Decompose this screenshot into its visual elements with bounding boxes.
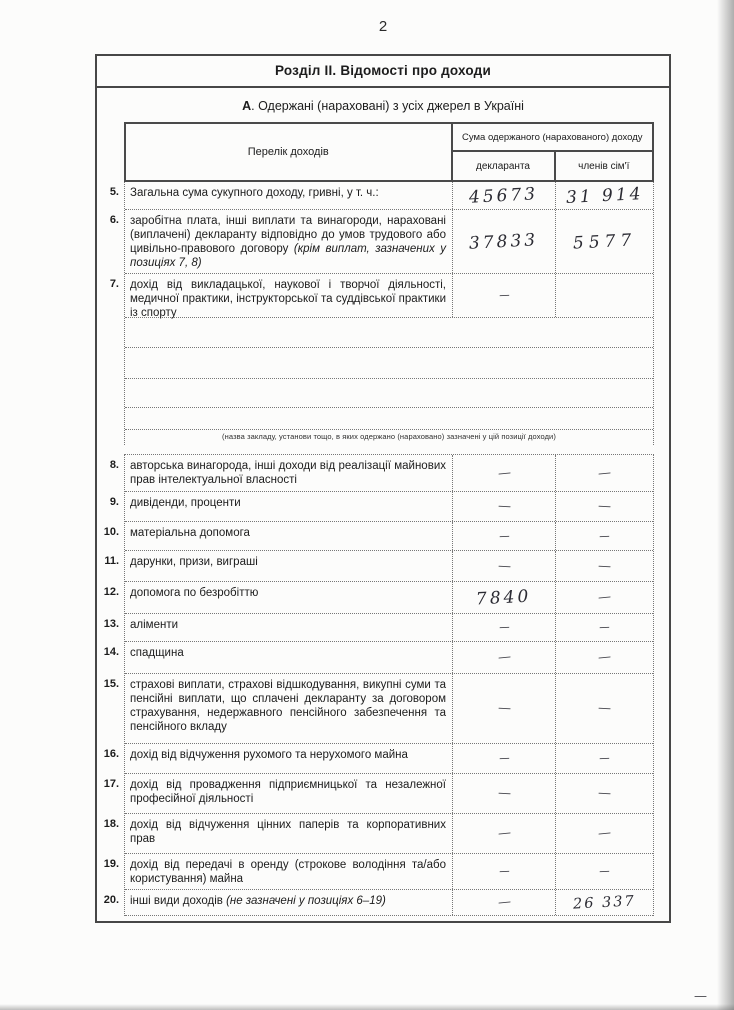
section-title: Розділ II. Відомості про доходи [97,56,669,88]
column-header-declarant: декларанта [453,152,556,180]
family-cell [556,551,653,581]
row-7 [109,274,653,319]
family-cell [556,890,653,915]
subsection-text: . Одержані (нараховані) з усіх джерел в Україні [251,99,524,113]
dash-mark: — [497,558,511,574]
income-type-label: матеріальна допомога [125,522,453,550]
row-number: 16. [103,748,119,760]
family-cell [556,182,653,209]
row-20 [103,890,653,916]
income-type-label: дохід від відчуження цінних паперів та корпоративних прав [125,814,453,853]
dash-mark: — [599,528,610,544]
row-8 [109,455,653,492]
scan-edge-shadow-bottom [0,1004,734,1010]
declarant-cell [453,551,556,581]
row-15 [103,674,653,744]
income-type-label: авторська винагорода, інші доходи від реалізації майнових прав інтелектуальної власності [125,455,453,491]
subsection-heading [97,99,669,114]
dash-mark: — [597,700,612,717]
dash-mark: — [498,750,510,767]
row-17 [103,774,653,814]
row-number: 18. [103,818,119,830]
dash-mark: — [498,528,510,544]
family-cell [556,455,653,491]
dash-mark: — [496,649,512,666]
income-type-label: допомога по безробіттю [125,582,453,613]
row-14 [103,642,653,674]
income-type-label: заробітна плата, інші виплати та винагороди, нараховані (виплачені) декларанту відповідно до умов трудового або цивільно-правового договору (крім виплат, зазначених у позиціях 7, 8) [125,210,453,273]
row-number: 11. [104,555,119,567]
blank-source-line [125,379,653,408]
dash-mark: — [694,989,707,1004]
declarant-cell [453,814,556,853]
declarant-cell [453,890,556,915]
page-number: 2 [378,18,388,35]
declarant-cell [453,455,556,491]
row-number: 8. [109,459,119,471]
handwritten-amount: 26 337 [572,892,637,913]
declarant-cell [453,492,556,521]
income-type-label: страхові виплати, страхові відшкодування, викупні суми та пенсійні виплати, що сплачені декларанту за договором страхування, недержавного пенсійного забезпечення та пенсійного вкладу [125,674,453,743]
source-footnote: (назва закладу, установи тощо, в яких одержано (нараховано) зазначені у цій позиції доходи) [222,432,556,441]
declarant-cell [453,614,556,641]
row-number: 14. [103,646,119,658]
sum-subheaders [453,152,652,180]
declarant-cell [453,674,556,743]
family-cell [556,614,653,641]
column-header-family: членів сім'ї [578,160,630,172]
dash-mark: — [498,619,510,636]
declarant-cell [453,182,556,209]
blank-source-line [125,408,653,430]
row-19 [103,854,653,890]
dash-mark: — [498,863,510,880]
row-16 [103,744,653,774]
declarant-cell [453,642,556,673]
table-header [124,122,654,182]
dash-mark: — [496,894,512,911]
bottom-page-mark [694,987,707,1005]
row-number: 17. [103,778,119,790]
family-cell [556,744,653,773]
handwritten-amount: 45673 [468,183,540,208]
row-6 [109,210,653,274]
declarant-cell [453,274,556,317]
handwritten-amount: 7840 [475,586,533,609]
income-type-label: дохід від передачі в оренду (строкове володіння та/або користування) майна [125,854,453,889]
dash-mark: — [496,464,512,482]
row-number: 9. [109,496,119,508]
family-cell [556,210,653,273]
row-number: 13. [103,618,119,630]
income-type-label: дохід від відчуження рухомого та нерухомого майна [125,744,453,773]
family-cell [556,814,653,853]
table-gap [97,445,669,454]
table-body-top [109,182,654,445]
dash-mark: — [496,825,512,842]
scan-edge-shadow-right [717,0,734,1010]
declarant-cell [453,744,556,773]
income-type-label: дивіденди, проценти [125,492,453,521]
subsection-letter: А [242,99,252,113]
income-type-label: інші види доходів (не зазначені у позиціях 6–19) [125,890,453,915]
blank-source-line [125,348,653,379]
dash-mark: — [597,649,612,666]
income-type-label: дарунки, призи, виграші [125,551,453,581]
declarant-cell [453,210,556,273]
table-body-bottom [103,454,654,916]
family-cell [556,522,653,550]
income-type-label: Загальна сума сукупного доходу, гривні, у т. ч.: [125,182,453,209]
handwritten-amount: 31 914 [565,183,644,208]
declarant-cell [453,522,556,550]
dash-mark: — [599,863,610,880]
row-12 [103,582,653,614]
dash-mark: — [597,825,612,842]
dash-mark: — [597,785,612,802]
column-header-sum-group [453,124,652,180]
row-9 [109,492,653,522]
row-number: 12. [103,586,119,598]
row-18 [103,814,653,854]
family-cell [556,274,653,317]
handwritten-amount: 5577 [572,229,637,254]
family-cell [556,642,653,673]
dash-mark: — [597,498,612,515]
row-number: 10. [103,526,119,538]
dash-mark: — [497,498,511,515]
family-cell [556,854,653,889]
column-header-income-sum: Сума одержаного (нарахованого) доходу [453,124,652,152]
income-type-label: дохід від викладацької, наукової і творчої діяльності, медичної практики, інструкторської та суддівської практики із спорту [125,274,453,317]
row-5 [109,182,653,210]
row-11 [104,551,653,582]
row-number: 6. [109,214,119,226]
family-cell [556,774,653,813]
row-number: 20. [103,894,119,906]
income-type-label: дохід від провадження підприємницької та незалежної професійної діяльності [125,774,453,813]
family-cell [556,674,653,743]
blank-source-line [125,318,653,348]
income-table-bottom [103,454,654,916]
form-outer-box [95,54,671,923]
family-cell [556,582,653,613]
row-10 [103,522,653,551]
dash-mark: — [597,464,612,482]
row-number: 7. [109,278,119,290]
family-cell [556,492,653,521]
dash-mark: — [599,619,610,636]
row-number: 19. [103,858,119,870]
row-13 [103,614,653,642]
dash-mark: — [599,750,610,767]
dash-mark: — [497,700,511,717]
dash-mark: — [597,558,612,574]
income-type-label: спадщина [125,642,453,673]
handwritten-amount: 37833 [468,229,540,254]
income-table-top [109,122,654,445]
declarant-cell [453,774,556,813]
column-header-income-list: Перелік доходів [126,124,453,180]
row-number: 15. [103,678,119,690]
dash-mark: — [498,287,510,304]
declarant-cell [453,582,556,613]
row-number: 5. [109,186,119,198]
income-type-label: аліменти [125,614,453,641]
dash-mark: — [497,785,511,802]
dash-mark: — [597,589,612,606]
declarant-cell [453,854,556,889]
